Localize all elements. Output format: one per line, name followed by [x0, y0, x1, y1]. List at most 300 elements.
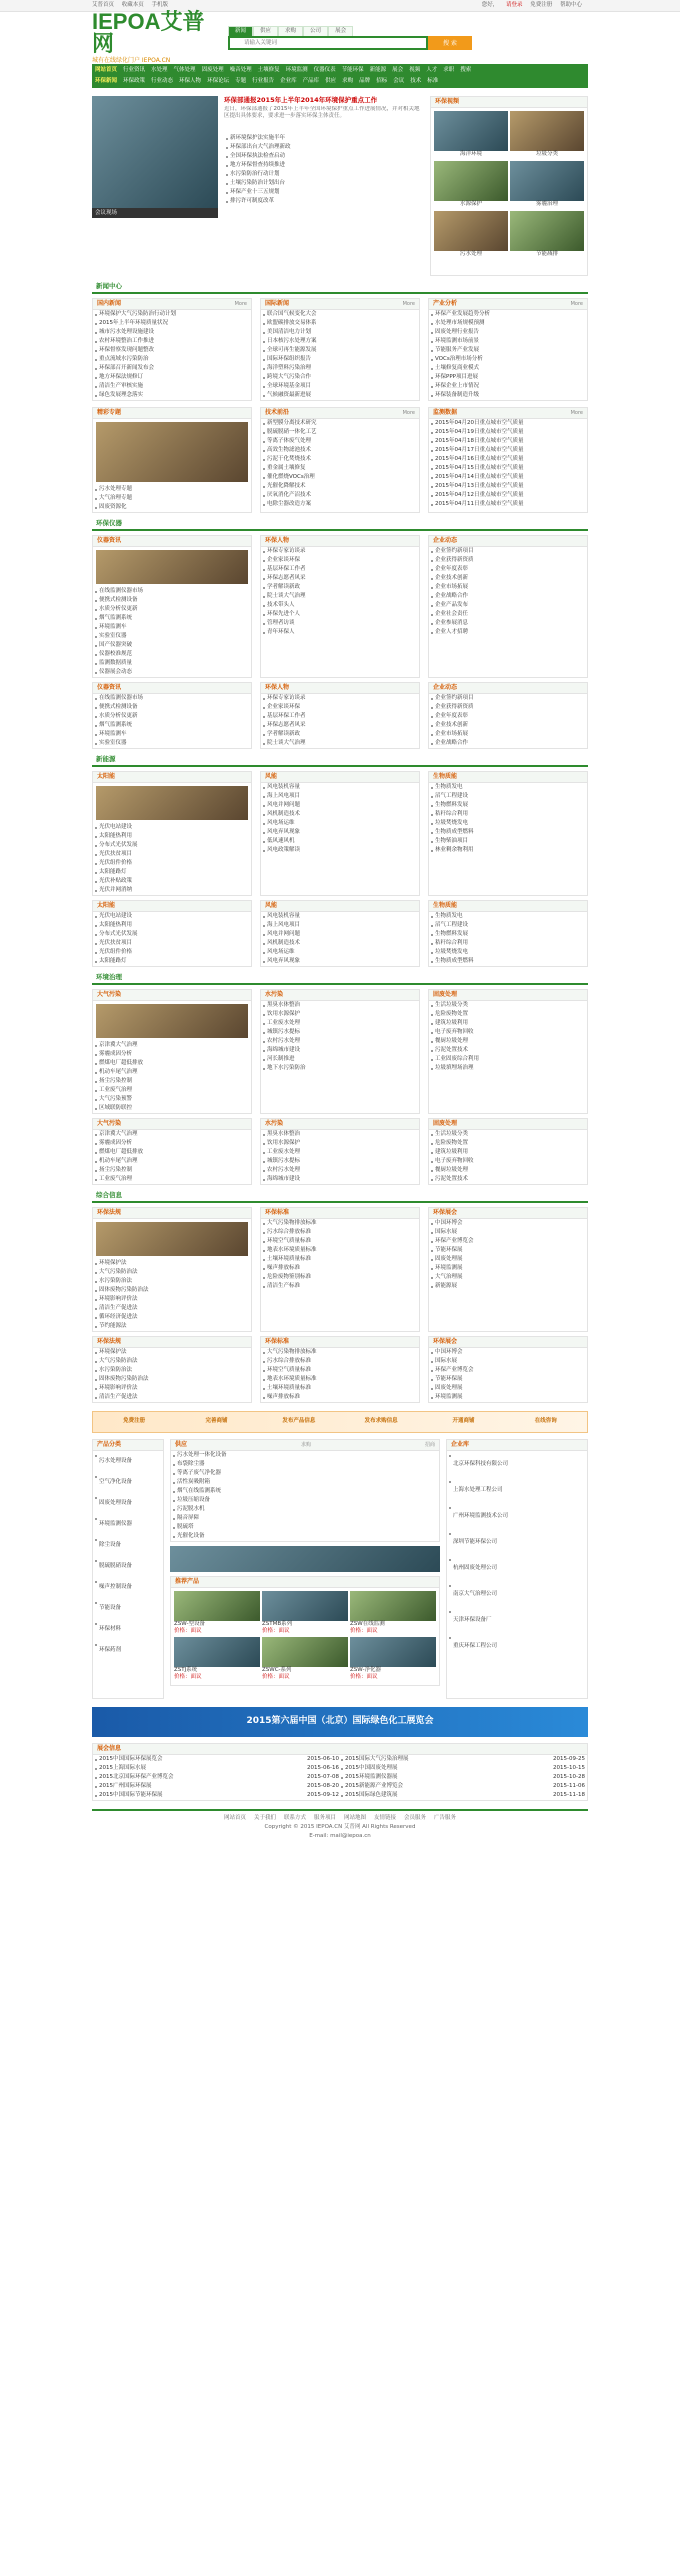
column-item[interactable]: 仪器展会动态 — [93, 668, 251, 677]
footer-link[interactable]: 网站地图 — [344, 1815, 367, 1821]
search-tab-expo[interactable]: 展会 — [328, 26, 353, 36]
column-item[interactable]: 欧盟碳排放交易体系 — [261, 319, 419, 328]
expo-item[interactable] — [93, 1764, 339, 1773]
column-item[interactable]: 清洁生产标准 — [261, 1282, 419, 1291]
column-item[interactable]: 环境监测车 — [93, 623, 251, 632]
column-item[interactable]: 环境影响评价法 — [93, 1295, 251, 1304]
column-item[interactable]: 沼气工程建设 — [429, 792, 587, 801]
column-item[interactable]: 机动车尾气治理 — [93, 1068, 251, 1077]
column-item[interactable]: 海洋塑料污染治理 — [261, 364, 419, 373]
product-card[interactable] — [350, 1591, 436, 1635]
column-item[interactable]: 重点流域水污染防治 — [93, 355, 251, 364]
footer-link[interactable]: 服务项目 — [313, 1815, 336, 1821]
column-item[interactable]: 大气治理专题 — [93, 494, 251, 503]
column-item[interactable]: 国际水展 — [429, 1357, 587, 1366]
company-item[interactable]: 天津环保设备厂 — [447, 1607, 587, 1633]
nav-item-10[interactable]: 新能源 — [369, 66, 387, 73]
video-thumb[interactable] — [434, 211, 508, 259]
more-link[interactable]: More — [570, 300, 583, 307]
column-item[interactable]: 环保企业上市情况 — [429, 382, 587, 391]
column-item[interactable]: VOCs治理市场分析 — [429, 355, 587, 364]
column-item[interactable]: 大气污染物排放标准 — [261, 1219, 419, 1228]
more-link[interactable]: More — [402, 409, 415, 416]
column-item[interactable]: 分布式光伏发展 — [93, 841, 251, 850]
column-item[interactable]: 低风速风机 — [261, 837, 419, 846]
column-item[interactable]: 企业年度表彰 — [429, 712, 587, 721]
column-item[interactable]: 污水综合排放标准 — [261, 1228, 419, 1237]
column-item[interactable]: 危险废物处置 — [429, 1139, 587, 1148]
column-item[interactable]: 在线监测仪器市场 — [93, 587, 251, 596]
column-item[interactable]: 环境空气质量标准 — [261, 1366, 419, 1375]
column-item[interactable]: 循环经济促进法 — [93, 1313, 251, 1322]
band-link[interactable]: 发布求购信息 — [364, 1418, 398, 1425]
nav-item-12[interactable]: 视频 — [409, 66, 421, 73]
column-item[interactable]: 风电场运维 — [261, 819, 419, 828]
search-tab-buy[interactable]: 求购 — [278, 26, 303, 36]
column-item[interactable]: 大气治理展 — [429, 1273, 587, 1282]
nav-sub-item-10[interactable]: 求购 — [342, 77, 354, 84]
column-item[interactable]: 风机制造技术 — [261, 939, 419, 948]
nav-sub-item-5[interactable]: 专题 — [235, 77, 247, 84]
column-item[interactable]: 农村环境整治工作推进 — [93, 337, 251, 346]
column-item[interactable]: 企业产品发布 — [429, 601, 587, 610]
column-item[interactable]: 风电装机容量 — [261, 912, 419, 921]
column-item[interactable]: 风电并网问题 — [261, 801, 419, 810]
column-item[interactable]: 水污染防治法 — [93, 1366, 251, 1375]
nav-item-7[interactable]: 环境监测 — [285, 66, 308, 73]
mobile-link[interactable]: 手机版 — [151, 1, 169, 8]
column-item[interactable]: 厌氧消化产沼技术 — [261, 491, 419, 500]
site-logo[interactable] — [92, 11, 210, 65]
column-item[interactable]: 2015年04月12日重点城市空气质量 — [429, 491, 587, 500]
expo-item[interactable] — [93, 1755, 339, 1764]
category-item[interactable]: 除尘设备 — [93, 1535, 163, 1556]
footer-link[interactable]: 网站首页 — [223, 1815, 246, 1821]
video-thumb[interactable] — [434, 161, 508, 209]
company-item[interactable]: 广州环境监测技术公司 — [447, 1503, 587, 1529]
ad-banner[interactable] — [170, 1546, 440, 1572]
column-item[interactable]: 2015年04月20日重点城市空气质量 — [429, 419, 587, 428]
column-item[interactable]: 大气污染物排放标准 — [261, 1348, 419, 1357]
column-item[interactable]: 地下水污染防治 — [261, 1064, 419, 1073]
video-thumb[interactable] — [510, 161, 584, 209]
column-item[interactable]: 海绵城市建设 — [261, 1175, 419, 1184]
market-item[interactable]: 污水处理一体化设备 — [171, 1451, 439, 1460]
market-item[interactable]: 污泥脱水机 — [171, 1505, 439, 1514]
column-item[interactable]: 海绵城市建设 — [261, 1046, 419, 1055]
nav-item-4[interactable]: 固废处理 — [201, 66, 224, 73]
column-item[interactable]: 企业参展消息 — [429, 619, 587, 628]
column-item[interactable]: 京津冀大气治理 — [93, 1041, 251, 1050]
column-item[interactable]: 企业战略合作 — [429, 739, 587, 748]
column-item[interactable]: 风电政策解读 — [261, 846, 419, 855]
column-item[interactable]: 国际水展 — [429, 1228, 587, 1237]
more-link[interactable]: More — [570, 409, 583, 416]
column-item[interactable]: 电除尘器改造方案 — [261, 500, 419, 509]
nav-item-6[interactable]: 土壤修复 — [257, 66, 280, 73]
column-item[interactable]: 企业市场拓展 — [429, 583, 587, 592]
column-item[interactable]: 清洁生产促进法 — [93, 1304, 251, 1313]
column-item[interactable]: 2015年04月13日重点城市空气质量 — [429, 482, 587, 491]
column-item[interactable]: 清洁生产审核实施 — [93, 382, 251, 391]
column-item[interactable]: 固废处理行业报告 — [429, 328, 587, 337]
nav-item-8[interactable]: 仪器仪表 — [313, 66, 336, 73]
column-item[interactable]: 环保PPP项目进展 — [429, 373, 587, 382]
column-item[interactable]: 2015年04月14日重点城市空气质量 — [429, 473, 587, 482]
market-tab[interactable]: 求购 — [300, 1441, 311, 1448]
column-item[interactable]: 电子废弃物回收 — [429, 1028, 587, 1037]
column-item[interactable]: 气候融资最新进展 — [261, 391, 419, 400]
column-item[interactable]: 生物质发电 — [429, 912, 587, 921]
category-item[interactable]: 环保药剂 — [93, 1640, 163, 1661]
column-item[interactable]: 京津冀大气治理 — [93, 1130, 251, 1139]
column-item[interactable]: 光伏电站建设 — [93, 912, 251, 921]
column-item[interactable]: 光伏补贴政策 — [93, 877, 251, 886]
band-link[interactable]: 免费注册 — [123, 1418, 146, 1425]
category-item[interactable]: 空气净化设备 — [93, 1472, 163, 1493]
nav-item-13[interactable]: 人才 — [426, 66, 438, 73]
column-item[interactable]: 烟气监测系统 — [93, 721, 251, 730]
column-item[interactable]: 垃圾填埋场治理 — [429, 1064, 587, 1073]
nav-sub-item-4[interactable]: 环保论坛 — [207, 77, 230, 84]
column-item[interactable]: 环保装备制造升级 — [429, 391, 587, 400]
column-item[interactable]: 高效生物滤池技术 — [261, 446, 419, 455]
expo-item[interactable] — [93, 1791, 339, 1800]
footer-link[interactable]: 广告服务 — [434, 1815, 457, 1821]
column-item[interactable]: 生物燃料发展 — [429, 930, 587, 939]
nav-sub-item-15[interactable]: 标准 — [427, 77, 439, 84]
nav-item-15[interactable]: 搜索 — [460, 66, 472, 73]
column-item[interactable]: 污泥干化焚烧技术 — [261, 455, 419, 464]
column-item[interactable]: 环保产业博览会 — [429, 1237, 587, 1246]
column-item[interactable]: 节能服务产业发展 — [429, 346, 587, 355]
column-item[interactable]: 建筑垃圾利用 — [429, 1148, 587, 1157]
column-item[interactable]: 光催化降解技术 — [261, 482, 419, 491]
column-item[interactable]: 水质分析仪更新 — [93, 605, 251, 614]
column-item[interactable]: 光伏并网消纳 — [93, 886, 251, 895]
column-item[interactable]: 秸秆综合利用 — [429, 810, 587, 819]
category-item[interactable]: 脱硫脱硝设备 — [93, 1556, 163, 1577]
column-item[interactable]: 便携式检测设备 — [93, 596, 251, 605]
column-item[interactable]: 日本核污水处理方案 — [261, 337, 419, 346]
footer-link[interactable]: 联系方式 — [283, 1815, 306, 1821]
column-item[interactable]: 危险废物处置 — [429, 1010, 587, 1019]
column-item[interactable]: 扬尘污染控制 — [93, 1166, 251, 1175]
column-item[interactable]: 跨境大气污染合作 — [261, 373, 419, 382]
column-item[interactable]: 企业获得新资质 — [429, 556, 587, 565]
column-item[interactable]: 实验室仪器 — [93, 739, 251, 748]
column-item[interactable]: 噪声排放标准 — [261, 1264, 419, 1273]
column-item[interactable]: 重金属土壤修复 — [261, 464, 419, 473]
column-item[interactable]: 扬尘污染控制 — [93, 1077, 251, 1086]
column-item[interactable]: 餐厨垃圾处理 — [429, 1166, 587, 1175]
search-tab-company[interactable]: 公司 — [303, 26, 328, 36]
column-item[interactable]: 饮用水源保护 — [261, 1139, 419, 1148]
expo-item[interactable] — [93, 1773, 339, 1782]
search-tab-supply[interactable]: 供应 — [253, 26, 278, 36]
column-item[interactable]: 节能环保展 — [429, 1246, 587, 1255]
column-item[interactable]: 生物质发电 — [429, 783, 587, 792]
register-link[interactable]: 免费注册 — [530, 1, 553, 8]
column-item[interactable]: 沼气工程建设 — [429, 921, 587, 930]
column-item[interactable]: 太阳能路灯 — [93, 957, 251, 966]
column-item[interactable]: 燃煤电厂超低排放 — [93, 1148, 251, 1157]
company-item[interactable]: 上海水处理工程公司 — [447, 1477, 587, 1503]
column-item[interactable]: 企业技术创新 — [429, 574, 587, 583]
search-tab-news[interactable]: 新闻 — [228, 26, 253, 36]
column-item[interactable]: 环保专家访谈录 — [261, 547, 419, 556]
column-photo[interactable] — [96, 1004, 248, 1038]
band-link[interactable]: 发布产品信息 — [282, 1418, 316, 1425]
nav-item-14[interactable]: 求职 — [443, 66, 455, 73]
column-item[interactable]: 国产仪器突破 — [93, 641, 251, 650]
column-item[interactable]: 工业固废综合利用 — [429, 1055, 587, 1064]
band-link[interactable]: 开通商铺 — [452, 1418, 475, 1425]
column-item[interactable]: 国际环保组织报告 — [261, 355, 419, 364]
column-item[interactable]: 环境影响评价法 — [93, 1384, 251, 1393]
nav-item-11[interactable]: 展会 — [392, 66, 404, 73]
column-photo[interactable] — [96, 786, 248, 820]
nav-sub-item-9[interactable]: 供应 — [325, 77, 337, 84]
column-item[interactable]: 林业剩余物利用 — [429, 846, 587, 855]
column-item[interactable]: 环境保护大气污染防治行动计划 — [93, 310, 251, 319]
column-item[interactable]: 污水综合排放标准 — [261, 1357, 419, 1366]
product-card[interactable] — [262, 1591, 348, 1635]
column-item[interactable]: 生活垃圾分类 — [429, 1130, 587, 1139]
column-item[interactable]: 催化燃烧VOCs治理 — [261, 473, 419, 482]
market-item[interactable]: 隔音屏障 — [171, 1514, 439, 1523]
nav-sub-item-7[interactable]: 企业库 — [280, 77, 297, 84]
column-item[interactable]: 工业废气治理 — [93, 1086, 251, 1095]
column-photo[interactable] — [96, 1222, 248, 1256]
column-item[interactable]: 区域联防联控 — [93, 1104, 251, 1113]
expo-item[interactable] — [339, 1773, 585, 1782]
column-item[interactable]: 环保志愿者风采 — [261, 721, 419, 730]
column-item[interactable]: 地表水环境质量标准 — [261, 1246, 419, 1255]
nav-sub-item-12[interactable]: 招标 — [376, 77, 388, 84]
column-item[interactable]: 联合国气候变化大会 — [261, 310, 419, 319]
column-item[interactable]: 新能源展 — [429, 1282, 587, 1291]
nav-sub-item-3[interactable]: 环保人物 — [179, 77, 202, 84]
expo-item[interactable] — [93, 1782, 339, 1791]
column-item[interactable]: 等离子体废气处理 — [261, 437, 419, 446]
market-item[interactable]: 垃圾压缩设备 — [171, 1496, 439, 1505]
column-item[interactable]: 城镇污水提标 — [261, 1028, 419, 1037]
market-item[interactable]: 活性炭吸附箱 — [171, 1478, 439, 1487]
nav-item-2[interactable]: 水处理 — [151, 66, 168, 73]
expo-banner[interactable]: 2015第六届中国（北京）国际绿色化工展览会 — [92, 1707, 588, 1737]
column-item[interactable]: 固废处理展 — [429, 1255, 587, 1264]
column-item[interactable]: 企业战略合作 — [429, 592, 587, 601]
footer-link[interactable]: 会员服务 — [404, 1815, 427, 1821]
column-item[interactable]: 环境保护法 — [93, 1259, 251, 1268]
column-item[interactable]: 风机制造技术 — [261, 810, 419, 819]
column-item[interactable]: 环境空气质量标准 — [261, 1237, 419, 1246]
column-item[interactable]: 污泥处置技术 — [429, 1046, 587, 1055]
company-item[interactable]: 重庆环保工程公司 — [447, 1633, 587, 1659]
headline-item[interactable]: 环保部出台大气治理新政 — [224, 143, 424, 152]
column-item[interactable]: 企业家谈环保 — [261, 556, 419, 565]
market-item[interactable]: 等离子废气净化器 — [171, 1469, 439, 1478]
nav-sub-item-2[interactable]: 行业动态 — [151, 77, 174, 84]
column-item[interactable]: 基层环保工作者 — [261, 565, 419, 574]
column-item[interactable]: 城市污水处理设施建设 — [93, 328, 251, 337]
product-card[interactable] — [174, 1591, 260, 1635]
column-item[interactable]: 生物燃料发展 — [429, 801, 587, 810]
column-item[interactable]: 雾霾成因分析 — [93, 1139, 251, 1148]
headline-title[interactable]: 环保部通报2015年上半年2014年环境保护重点工作 — [224, 96, 378, 104]
column-item[interactable]: 技术带头人 — [261, 601, 419, 610]
column-item[interactable]: 环保产业发展趋势分析 — [429, 310, 587, 319]
category-item[interactable]: 固废处理设备 — [93, 1493, 163, 1514]
column-item[interactable]: 管理者访谈 — [261, 619, 419, 628]
product-card[interactable] — [350, 1637, 436, 1681]
login-link[interactable]: 请登录 — [505, 1, 523, 8]
column-item[interactable]: 河长制推进 — [261, 1055, 419, 1064]
column-item[interactable]: 太阳能路灯 — [93, 868, 251, 877]
column-item[interactable]: 秸秆综合利用 — [429, 939, 587, 948]
column-item[interactable]: 2015年04月18日重点城市空气质量 — [429, 437, 587, 446]
column-item[interactable]: 大气污染防治法 — [93, 1357, 251, 1366]
column-item[interactable]: 光伏电站建设 — [93, 823, 251, 832]
column-item[interactable]: 环保志愿者风采 — [261, 574, 419, 583]
column-item[interactable]: 黑臭水体整治 — [261, 1130, 419, 1139]
column-item[interactable]: 固体废物污染防治法 — [93, 1375, 251, 1384]
category-item[interactable]: 节能设备 — [93, 1598, 163, 1619]
column-item[interactable]: 生物质成型燃料 — [429, 957, 587, 966]
column-item[interactable]: 机动车尾气治理 — [93, 1157, 251, 1166]
company-item[interactable]: 北京环保科技有限公司 — [447, 1451, 587, 1477]
column-item[interactable]: 2015年上半年环境质量状况 — [93, 319, 251, 328]
column-photo[interactable] — [96, 422, 248, 482]
column-item[interactable]: 固废处理展 — [429, 1384, 587, 1393]
column-item[interactable]: 电子废弃物回收 — [429, 1157, 587, 1166]
nav-sub-item-11[interactable]: 品牌 — [359, 77, 371, 84]
category-item[interactable]: 污水处理设备 — [93, 1451, 163, 1472]
column-item[interactable]: 分布式光伏发展 — [93, 930, 251, 939]
column-item[interactable]: 环保专家访谈录 — [261, 694, 419, 703]
more-link[interactable]: More — [402, 300, 415, 307]
column-item[interactable]: 监测数据质量 — [93, 659, 251, 668]
column-item[interactable]: 环保督察发现问题整改 — [93, 346, 251, 355]
column-item[interactable]: 院士谈大气治理 — [261, 739, 419, 748]
market-item[interactable]: 布袋除尘器 — [171, 1460, 439, 1469]
company-item[interactable]: 杭州固废处理公司 — [447, 1555, 587, 1581]
column-item[interactable]: 学者解读新政 — [261, 583, 419, 592]
column-item[interactable]: 污泥处置技术 — [429, 1175, 587, 1184]
column-item[interactable]: 企业签约新项目 — [429, 547, 587, 556]
column-item[interactable]: 美国清洁电力计划 — [261, 328, 419, 337]
nav-item-0[interactable]: 网站首页 — [95, 66, 118, 73]
column-item[interactable]: 在线监测仪器市场 — [93, 694, 251, 703]
column-item[interactable]: 生物柴油项目 — [429, 837, 587, 846]
column-item[interactable]: 青年环保人 — [261, 628, 419, 637]
column-item[interactable]: 垃圾焚烧发电 — [429, 819, 587, 828]
nav-sub-item-14[interactable]: 技术 — [410, 77, 422, 84]
column-item[interactable]: 环境监测展 — [429, 1264, 587, 1273]
column-item[interactable]: 2015年04月15日重点城市空气质量 — [429, 464, 587, 473]
column-item[interactable]: 生物质成型燃料 — [429, 828, 587, 837]
column-item[interactable]: 土壤环境质量标准 — [261, 1384, 419, 1393]
column-item[interactable]: 实验室仪器 — [93, 632, 251, 641]
band-link[interactable]: 在线咨询 — [534, 1418, 557, 1425]
column-item[interactable]: 2015年04月16日重点城市空气质量 — [429, 455, 587, 464]
expo-item[interactable] — [339, 1791, 585, 1800]
headline-item[interactable]: 地方环保督查持续推进 — [224, 161, 424, 170]
column-item[interactable]: 工业废水处理 — [261, 1019, 419, 1028]
column-item[interactable]: 垃圾焚烧发电 — [429, 948, 587, 957]
category-item[interactable]: 环境监测仪器 — [93, 1514, 163, 1535]
headline-item[interactable]: 水污染防治行动计划 — [224, 170, 424, 179]
column-item[interactable]: 清洁生产促进法 — [93, 1393, 251, 1402]
column-item[interactable]: 企业签约新项目 — [429, 694, 587, 703]
column-item[interactable]: 危险废物鉴别标准 — [261, 1273, 419, 1282]
column-item[interactable]: 脱硫脱硝一体化工艺 — [261, 428, 419, 437]
column-item[interactable]: 风电弃风现象 — [261, 828, 419, 837]
video-thumb[interactable] — [510, 211, 584, 259]
expo-item[interactable] — [339, 1782, 585, 1791]
column-item[interactable]: 院士谈大气治理 — [261, 592, 419, 601]
column-item[interactable]: 污水处理专题 — [93, 485, 251, 494]
headline-photo[interactable] — [92, 96, 218, 208]
column-item[interactable]: 土壤修复商业模式 — [429, 364, 587, 373]
column-item[interactable]: 太阳能热利用 — [93, 832, 251, 841]
column-item[interactable]: 工业废气治理 — [93, 1175, 251, 1184]
column-item[interactable]: 环境监测市场前景 — [429, 337, 587, 346]
column-item[interactable]: 光伏扶贫项目 — [93, 850, 251, 859]
column-item[interactable]: 2015年04月17日重点城市空气质量 — [429, 446, 587, 455]
company-item[interactable]: 南京大气治理公司 — [447, 1581, 587, 1607]
column-item[interactable]: 餐厨垃圾处理 — [429, 1037, 587, 1046]
footer-link[interactable]: 关于我们 — [253, 1815, 276, 1821]
column-item[interactable]: 企业技术创新 — [429, 721, 587, 730]
column-item[interactable]: 工业废水处理 — [261, 1148, 419, 1157]
home-link[interactable]: 艾普首页 — [92, 1, 115, 8]
market-tab[interactable]: 招商 — [424, 1441, 435, 1448]
category-item[interactable]: 环保材料 — [93, 1619, 163, 1640]
nav-sub-item-6[interactable]: 行业报告 — [252, 77, 275, 84]
column-item[interactable]: 大气污染预警 — [93, 1095, 251, 1104]
market-item[interactable]: 光催化设备 — [171, 1532, 439, 1541]
column-item[interactable]: 企业社会责任 — [429, 610, 587, 619]
column-item[interactable]: 环境监测展 — [429, 1393, 587, 1402]
column-item[interactable]: 光伏组件价格 — [93, 948, 251, 957]
column-item[interactable]: 水质分析仪更新 — [93, 712, 251, 721]
column-item[interactable]: 企业家谈环保 — [261, 703, 419, 712]
column-item[interactable]: 中国环博会 — [429, 1348, 587, 1357]
column-item[interactable]: 海上风电项目 — [261, 792, 419, 801]
column-item[interactable]: 学者解读新政 — [261, 730, 419, 739]
column-item[interactable]: 城镇污水提标 — [261, 1157, 419, 1166]
nav-sub-item-1[interactable]: 环保政策 — [123, 77, 146, 84]
search-button[interactable]: 搜 索 — [428, 36, 472, 50]
column-item[interactable]: 固废资源化 — [93, 503, 251, 512]
footer-link[interactable]: 友情链接 — [374, 1815, 397, 1821]
column-photo[interactable] — [96, 550, 248, 584]
more-link[interactable]: More — [234, 300, 247, 307]
nav-item-5[interactable]: 噪音处理 — [229, 66, 252, 73]
headline-item[interactable]: 排污许可制度改革 — [224, 197, 424, 206]
column-item[interactable]: 环保产业博览会 — [429, 1366, 587, 1375]
column-item[interactable]: 风电并网问题 — [261, 930, 419, 939]
video-thumb[interactable] — [434, 111, 508, 159]
column-item[interactable]: 风电弃风现象 — [261, 957, 419, 966]
column-item[interactable]: 光伏组件价格 — [93, 859, 251, 868]
column-item[interactable]: 节能环保展 — [429, 1375, 587, 1384]
company-item[interactable]: 深圳节能环保公司 — [447, 1529, 587, 1555]
column-item[interactable]: 企业年度表彰 — [429, 565, 587, 574]
column-item[interactable]: 水处理市场规模预测 — [429, 319, 587, 328]
